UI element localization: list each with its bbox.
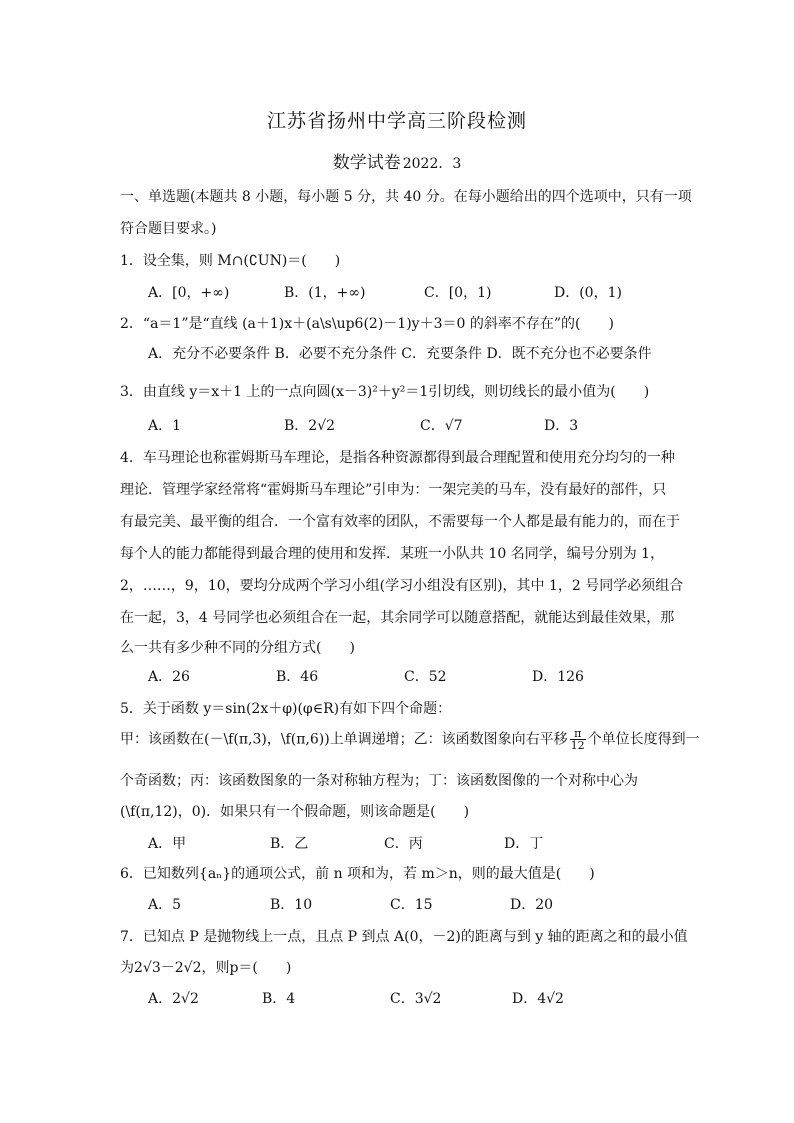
question-4-line: 有最完美、最平衡的组合．一个富有效率的团队，不需要每一个人都是最有能力的，而在于 [120, 514, 680, 530]
exam-date: 2022．3 [402, 156, 462, 172]
question-2-options: A．充分不必要条件 B．必要不充分条件 C．充要条件 D．既不充分也不必要条件 [148, 346, 652, 362]
question-2-stem: 2．“a＝1”是“直线 (a＋1)x＋(a\s\up6(2)－1)y＋3＝0 的斜率不存在”的( ) [120, 316, 614, 332]
fraction-denominator: 12 [570, 739, 585, 752]
question-3-stem: 3．由直线 y＝x＋1 上的一点向圆(x－3)²＋y²＝1引切线，则切线长的最小值为( ) [120, 384, 650, 400]
subject-label: 数学试卷 [332, 153, 401, 173]
option-c: C．15 [390, 897, 433, 913]
question-6-stem: 6．已知数列{aₙ}的通项公式，前 n 项和为，若 m＞n，则的最大值是( ) [120, 866, 595, 882]
section-heading-cont: 符合题目要求。) [120, 221, 217, 237]
section-heading: 一、单选题(本题共 8 小题，每小题 5 分，共 40 分。在每小题给出的四个选项中，只有一项 [120, 189, 692, 205]
question-5-stem: 5．关于函数 y＝sin(2x＋φ)(φ∈R)有如下四个命题： [120, 701, 452, 717]
question-4-line: 理论．管理学家经常将“霍姆斯马车理论”引申为：一架完美的马车，没有最好的部件，只 [120, 482, 667, 498]
question-5-line: 个奇函数；丙：该函数图象的一条对称轴方程为；丁：该函数图像的一个对称中心为 [120, 773, 638, 789]
option-b: B．乙 [270, 836, 309, 852]
question-4-line: 么一共有多少种不同的分组方式( ) [120, 640, 355, 656]
option-d: D．(0，1) [554, 285, 622, 301]
question-7-line: 7．已知点 P 是抛物线上一点，且点 P 到点 A(0，－2)的距离与到 y 轴的距离之和的最小值 [120, 929, 688, 945]
option-b: B．4 [262, 991, 296, 1007]
fraction [570, 728, 586, 751]
question-4-line: 4．车马理论也称霍姆斯马车理论，是指各种资源都得到最合理配置和使用充分均匀的一种 [120, 450, 675, 466]
question-5-line [120, 727, 700, 752]
question-5-line: (\f(π,12)，0)．如果只有一个假命题，则该命题是( ) [120, 804, 470, 820]
option-d: D．丁 [504, 836, 544, 852]
option-c: C．52 [404, 669, 447, 685]
question-1-stem: 1．设全集，则 M∩(∁UN)＝( ) [120, 253, 341, 269]
question-7-line: 为2√3－2√2，则p＝( ) [120, 960, 292, 976]
option-d: D．126 [532, 669, 584, 685]
option-a: A．[0，+∞) [148, 285, 230, 301]
option-a: A．甲 [148, 836, 187, 852]
question-4-line: 在一起，3，4 号同学也必须组合在一起，其余同学可以随意搭配，就能达到最佳效果，那 [120, 610, 675, 626]
option-c: C．[0，1) [424, 285, 492, 301]
question-4-line: 每个人的能力都能得到最合理的使用和发挥．某班一小队共 10 名同学，编号分别为 1， [120, 546, 665, 562]
option-c: C．丙 [384, 836, 423, 852]
question-4-line: 2，……，9，10，要均分成两个学习小组(学习小组没有区别)，其中 1，2 号同学必须组合 [120, 578, 684, 594]
question-5-text: 甲：该函数在(－\f(π,3)，\f(π,6))上单调递增；乙：该函数图象向右平移 [120, 731, 568, 748]
option-a: A．1 [148, 418, 182, 434]
option-d: D．3 [544, 418, 579, 434]
option-a: A．26 [148, 669, 190, 685]
question-5-text: 个单位长度得到一 [587, 731, 700, 748]
option-b: B．2√2 [284, 418, 336, 434]
option-c: C．3√2 [390, 991, 442, 1007]
option-d: D．20 [510, 897, 554, 913]
option-b: B．10 [270, 897, 313, 913]
option-b: B．46 [276, 669, 319, 685]
exam-title: 江苏省扬州中学高三阶段检测 [266, 110, 527, 132]
fraction-numerator: π [570, 728, 586, 740]
option-d: D．4√2 [512, 991, 564, 1007]
option-a: A．5 [148, 897, 182, 913]
exam-subtitle [0, 148, 794, 173]
option-b: B．(1，+∞) [284, 285, 366, 301]
option-c: C．√7 [420, 418, 463, 434]
option-a: A．2√2 [148, 991, 199, 1007]
